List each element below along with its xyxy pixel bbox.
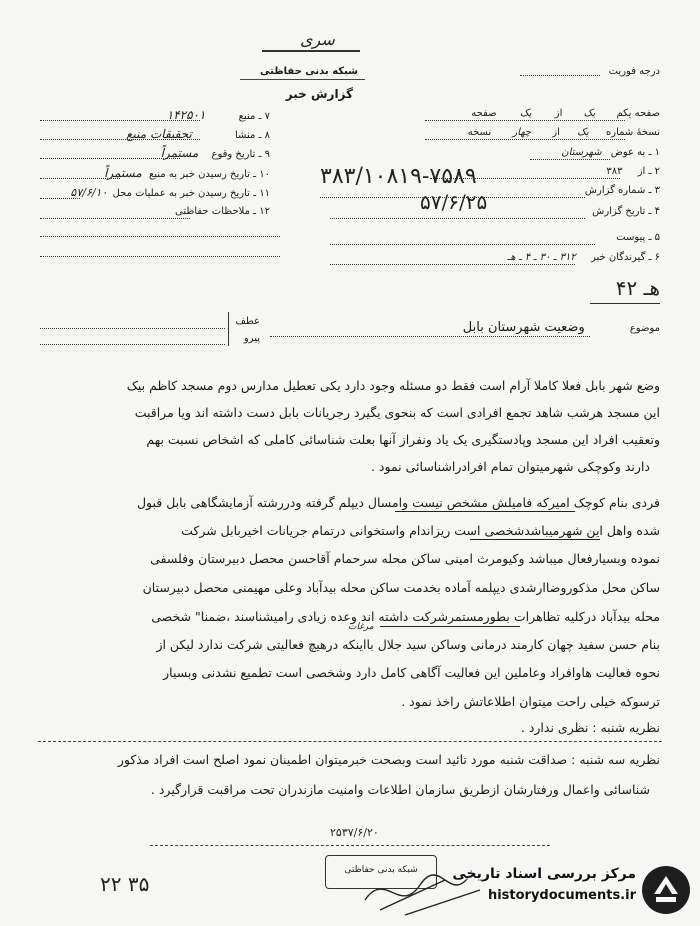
field-date-to-source-label: ۱۰ ـ تاریخ رسیدن خبر به منبع xyxy=(148,169,270,180)
body-line: محله بیدآباد درکلیه تظاهرات بطورمستمرشرکت داشته اند وعده زیادی رامیشناسند ،ضمنا" شخصی xyxy=(151,609,660,624)
field-occurrence-date-label: ۹ ـ تاریخ وقوع xyxy=(211,149,270,160)
field-security-notes-line xyxy=(40,218,190,219)
field-date-to-source-value: مستمراً xyxy=(104,166,142,180)
reference-divider xyxy=(228,312,229,346)
office-name: شبکه بدنی حفاظتی xyxy=(260,66,358,77)
copy-number-hw: یک xyxy=(577,127,589,138)
field-report-date xyxy=(590,206,660,217)
reference-peyro-line xyxy=(40,344,225,345)
field-report-number xyxy=(584,185,660,196)
subject-value: وضعیت شهرستان بابل xyxy=(462,320,585,335)
body-line: دارند وکوچکی شهرمیتوان تمام افرادراشناسائی نمود . xyxy=(370,459,650,474)
field-recipients-label: ۶ ـ گیرندگان خبر xyxy=(590,252,660,263)
footer-line xyxy=(150,845,550,846)
field-attachment-line xyxy=(330,244,595,245)
opinion-1: نظریه شنبه : نظری ندارد . xyxy=(520,720,660,735)
field-to xyxy=(540,147,660,158)
page-info-line xyxy=(425,120,625,121)
body-line: بنام حسن سفید چهان کارمند درمانی وساکن سید جلال بااینکه درهیچ فعالیتی شرکت ندارد لیکن از xyxy=(156,637,660,652)
page-info-row xyxy=(400,108,660,119)
page-number-hw: یک xyxy=(583,108,596,119)
field-date-to-ops-value: ۵۷/۶/۱۰ xyxy=(70,186,108,199)
field-report-date-line xyxy=(330,218,585,219)
body-underline-mark xyxy=(470,539,600,540)
margin-code-underline xyxy=(590,303,660,304)
left-blank-line-2 xyxy=(40,256,280,257)
field-recipients-value: ۳۱۲ ـ ۳۰ ـ ۴ ـ هـ xyxy=(507,252,576,263)
subject-label: موضوع xyxy=(629,323,660,334)
body-underline-mark xyxy=(380,626,520,627)
subject-line xyxy=(270,336,590,337)
field-recipients-line xyxy=(330,264,575,265)
body-line: وضع شهر بابل فعلا کاملا آرام است فقط دو مسئله وجود دارد یکی تعطیل مدارس دوم مسجد کاظم بیک xyxy=(126,378,660,393)
body-line: نحوه فعالیت هاوافراد وعاملین این فعالیت آگاهی کامل دارد وشخصی است تطمیع نشدنی وبسیار xyxy=(163,665,660,680)
copy-info-line xyxy=(425,139,625,140)
priority-line xyxy=(520,75,600,76)
opinion-2-line: شناسائی واعمال ورفتارشان ازطریق سازمان اطلاعات وامنیت مازندران تحت مراقبت قرارگیرد . xyxy=(150,782,650,797)
field-source-label: ۷ ـ منبع xyxy=(238,111,270,122)
field-to-line xyxy=(530,159,610,160)
field-report-number-label: ۳ ـ شماره گزارش xyxy=(584,185,660,196)
body-line: نموده وبسیارفعال میباشد وکیومرث امینی ساکن محله سرحمام آقاحسن محصل دبیرستان وفلسفی xyxy=(150,551,660,566)
classification-underline xyxy=(262,50,360,52)
field-occurrence-date-value: مستمراً xyxy=(160,146,199,160)
left-blank-line-1 xyxy=(40,236,280,237)
stamp-text: شبکه بدنی حفاظتی xyxy=(344,865,418,875)
page-from-label: از xyxy=(554,108,563,119)
footer-number-handwriting: ۲۵۳۷/۶/۲۰ xyxy=(330,826,379,839)
field-source-line xyxy=(40,120,200,121)
page-suffix: صفحه xyxy=(471,108,497,119)
field-from-label: ۲ ـ از xyxy=(637,166,660,177)
page-label: صفحه یکم xyxy=(616,108,660,119)
field-attachment-label: ۵ ـ پیوست xyxy=(616,232,660,243)
watermark-url: historydocuments.ir xyxy=(487,888,636,903)
margin-code-handwriting: ۴۲ هـ xyxy=(615,276,660,300)
field-report-date-value: ۵۷/۶/۲۵ xyxy=(420,190,488,214)
field-date-to-ops-line xyxy=(40,198,80,199)
body-line: ترسوکه خیلی راحت میتوان اطلاعاتش راخذ نمود . xyxy=(401,694,660,709)
body-line: ساکن محل مذکوروضاارشدی دیپلمه آماده بخدمت ساکن محله بیدآباد وعلی مهیمنی محصل دبیرستان xyxy=(142,580,660,595)
watermark-logo-icon xyxy=(640,864,692,916)
field-from-value: ۳۸۳ xyxy=(606,166,623,177)
field-to-label: ۱ ـ به عوض xyxy=(610,147,660,158)
field-occurrence-date-line xyxy=(40,158,180,159)
field-date-to-ops-label: ۱۱ ـ تاریخ رسیدن خبر به عملیات محل xyxy=(112,188,270,199)
copy-info-row xyxy=(400,127,660,138)
page-total-hw: یک xyxy=(519,108,532,119)
field-source-value: ۱۴۲۵۰۱ xyxy=(166,108,206,122)
left-footer-handwriting: ۲۲ ۳۵ xyxy=(100,872,150,896)
reference-peyro: پیرو xyxy=(243,333,260,344)
body-line: این مسجد هرشب شاهد تجمع افرادی است که بنحوی‌ یگیرد رجریانات بابل دست داشته اند ویا مراقبت xyxy=(134,405,660,420)
reference-atf-line xyxy=(40,328,225,329)
opinion-2-line: نظریه سه شنبه : صداقت شنبه مورد تائید است وبصحت خبرمیتوان اطمینان نمود اصلح است افراد مذکور xyxy=(117,752,660,767)
report-title: گزارش خبر xyxy=(285,87,353,101)
reference-atf: عطف xyxy=(235,316,260,327)
field-security-notes-label: ۱۲ ـ ملاحظات حفاظتی xyxy=(175,206,270,217)
field-origin-value: تحقیقات منبع xyxy=(126,127,192,141)
opinion-separator xyxy=(38,741,662,742)
copy-label: نسخهٔ شماره xyxy=(606,127,660,138)
field-recipients xyxy=(390,252,660,263)
field-to-value: شهرستان xyxy=(561,147,602,158)
field-origin-label: ۸ ـ منشا xyxy=(234,130,270,141)
interlinear-handwriting: مرغات xyxy=(348,622,374,632)
copy-suffix: نسخه xyxy=(467,127,492,138)
priority-label: درجه فوریت xyxy=(608,66,660,77)
copy-total-hw: چهار xyxy=(512,127,532,138)
body-underline-mark xyxy=(395,511,575,512)
field-report-number-value: ۳۸۳/۱۰۸۱۹-۷۵۸۹ xyxy=(320,164,477,189)
field-attachment xyxy=(600,232,660,243)
body-line: شده واهل این شهرمیباشدشخصی است ریزاندام واستخوانی درتمام جریانات اخیربابل شرکت xyxy=(181,523,660,538)
office-name-underline xyxy=(240,79,365,80)
subject-row xyxy=(420,316,660,335)
copy-from-label: از xyxy=(552,127,560,138)
field-date-to-source-line xyxy=(40,178,120,179)
field-report-date-label: ۴ ـ تاریخ گزارش xyxy=(592,206,660,217)
classification-handwriting: سری xyxy=(300,30,335,49)
field-from xyxy=(500,166,660,177)
watermark xyxy=(440,860,698,920)
field-origin-line xyxy=(40,139,200,140)
field-security-notes xyxy=(40,206,270,217)
body-line: فردی بنام کوچک امیرکه فامیلش مشخص نیست وامسال دیپلم گرفته ودررشته آزمایشگاهی بابل قبول xyxy=(136,495,660,510)
watermark-title: مرکز بررسی اسناد تاریخی xyxy=(452,866,636,882)
body-line: وتعقیب افراد این مسجد وپادستگیری یک یاد ونفراز آنها بعلت شناسائی کاملی که اشخاص نسبت بهم xyxy=(146,432,660,447)
